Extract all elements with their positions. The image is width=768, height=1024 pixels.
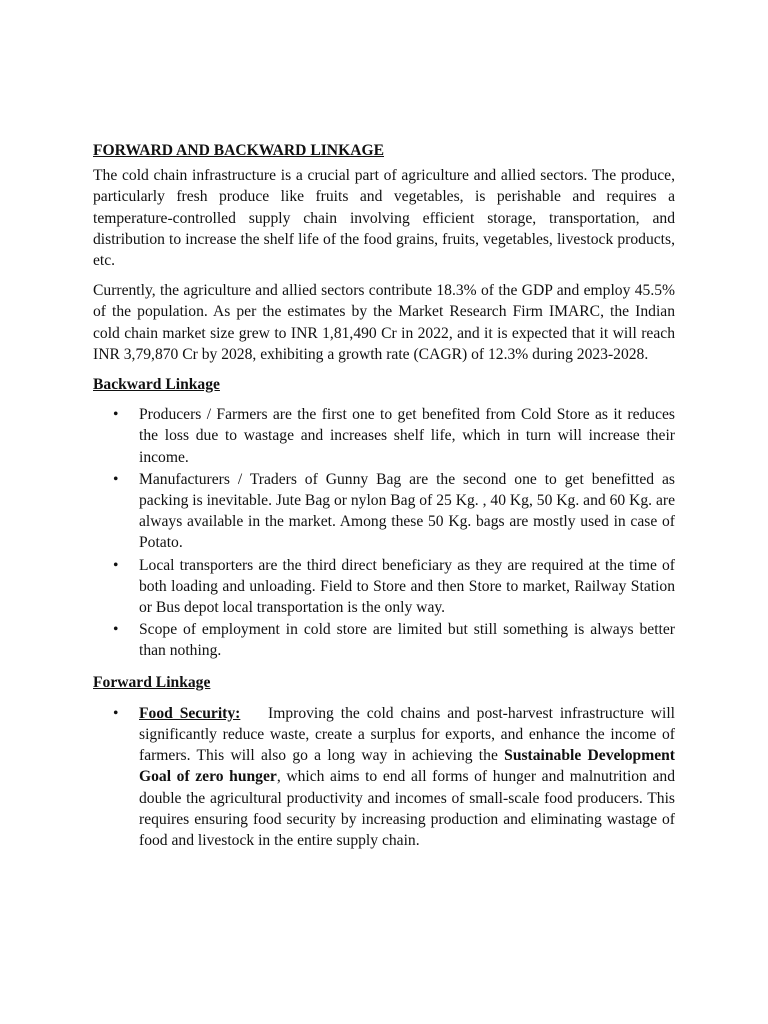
backward-linkage-list [93,404,675,661]
list-item-text: Improving the cold chains and post-harvest infrastructure will significantly reduce waste, create a surplus for exports, and enhance the income of farmers. This will also go a long way in achieving the [139,704,675,765]
list-item [93,619,675,661]
bullet-icon: • [113,556,119,574]
bullet-icon: • [113,470,119,488]
food-security-label: Food Security: [139,704,241,722]
sdg-emphasis: Sustainable Development Goal of zero hunger [139,747,676,786]
list-item-text: Manufacturers / Traders of Gunny Bag are the second one to get benefitted as packing is inevitable. Jute Bag or nylon Bag of 25 Kg. , 40 Kg, 50 Kg. and 60 Kg. are always available in the market. Among these 50 Kg. bags are mostly used in case of Potato. [139,470,675,552]
list-item-text: Producers / Farmers are the first one to get benefited from Cold Store as it reduces the loss due to wastage and increases shelf life, which in turn will increase their income. [139,406,675,466]
forward-linkage-list [93,703,675,851]
list-item [93,469,675,554]
backward-linkage-heading: Backward Linkage [93,376,220,394]
list-item-text: Scope of employment in cold store are limited but still something is always better than nothing. [139,621,675,660]
list-item [93,404,675,468]
bullet-icon: • [113,621,119,639]
document-body [93,140,675,852]
list-item [93,703,675,851]
bullet-icon: • [113,704,119,722]
market-paragraph: Currently, the agriculture and allied sectors contribute 18.3% of the GDP and employ 45.5% of the population. As per the estimates by the Market Research Firm IMARC, the Indian cold chain market size grew to INR 1,81,490 Cr in 2022, and it is expected that it will reach INR 3,79,870 Cr by 2028, exhibiting a growth rate (CAGR) of 12.3% during 2023-2028. [93,282,675,363]
list-item-text: Local transporters are the third direct beneficiary as they are required at the time of both loading and unloading. Field to Store and then Store to market, Railway Station or Bus depot local transportation is the only way. [139,556,675,617]
list-item-text: , which aims to end all forms of hunger and malnutrition and double the agricultural productivity and incomes of small-scale food producers. This requires ensuring food security by increasing production and eliminating wastage of food and livestock in the entire supply chain. [139,768,675,850]
page-title: FORWARD AND BACKWARD LINKAGE [93,142,384,159]
intro-paragraph: The cold chain infrastructure is a crucial part of agriculture and allied sectors. The produce, particularly fresh produce like fruits and vegetables, is perishable and requires a temperature-controlled supply chain involving efficient storage, transportation, and distribution to increase the shelf life of the food grains, fruits, vegetables, livestock products, etc. [93,167,675,270]
list-item [93,555,675,619]
forward-linkage-heading: Forward Linkage [93,673,211,691]
bullet-icon: • [113,406,119,424]
